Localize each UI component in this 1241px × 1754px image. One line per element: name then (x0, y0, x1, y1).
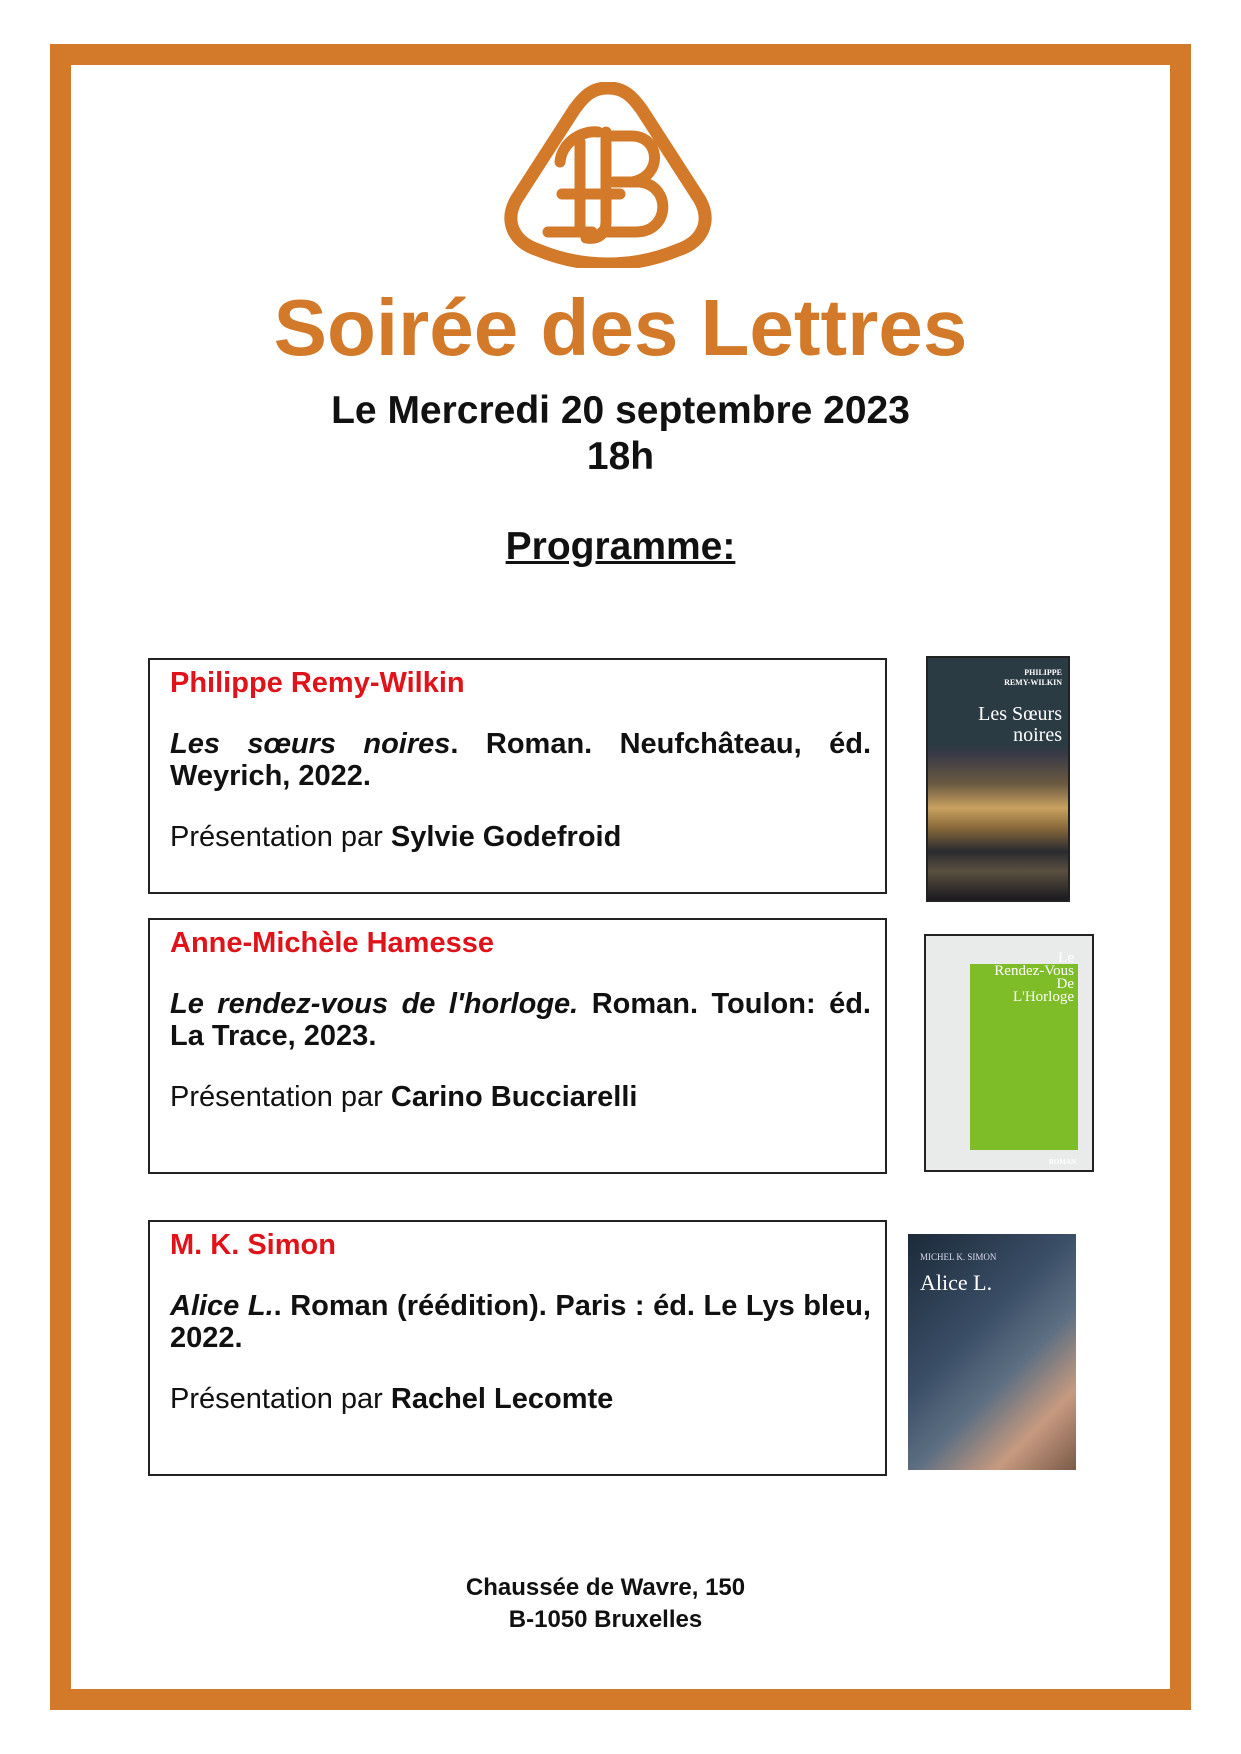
program-item (148, 918, 887, 1174)
cover-footer: ROMAN (1048, 1158, 1076, 1166)
cover-title-line4: L'Horloge (1012, 989, 1074, 1005)
presentation-line (170, 1382, 871, 1416)
book-cover-alice-l (908, 1234, 1076, 1470)
author-name: M. K. Simon (170, 1229, 336, 1261)
cover-author-first: PHILIPPE (1024, 668, 1062, 677)
book-info (170, 728, 871, 792)
cover-title-line2: noires (1013, 724, 1062, 746)
book-title: Le rendez-vous de l'horloge. (170, 988, 579, 1020)
address-street: Chaussée de Wavre, 150 (465, 1574, 746, 1601)
author-name: Philippe Remy-Wilkin (170, 667, 465, 699)
presentation-prefix: Présentation par (170, 821, 383, 853)
program-item (148, 1220, 887, 1476)
book-info (170, 1290, 871, 1354)
event-title: Soirée des Lettres (273, 283, 968, 372)
presentation-prefix: Présentation par (170, 1081, 383, 1113)
presentation-line (170, 820, 871, 854)
book-title: Les sœurs noires (170, 728, 451, 760)
presenter-name: Sylvie Godefroid (390, 821, 622, 853)
cover-title-line2: Rendez-Vous (994, 963, 1074, 979)
address-city: B-1050 Bruxelles (508, 1606, 703, 1633)
presenter-name: Rachel Lecomte (390, 1383, 614, 1415)
cover-title-line3: De (1056, 976, 1074, 992)
event-time: 18h (586, 435, 655, 478)
cover-author-last: REMY-WILKIN (1004, 678, 1062, 687)
programme-heading: Programme: (505, 525, 736, 568)
event-date: Le Mercredi 20 septembre 2023 (331, 389, 910, 432)
book-cover-soeurs-noires (926, 656, 1070, 902)
cover-title: Alice L. (920, 1270, 993, 1295)
seal-logo (502, 82, 714, 268)
cover-author: MICHEL K. SIMON (920, 1252, 997, 1262)
book-details: . Roman. Neufchâteau, éd. Weyrich, 2022. (170, 728, 871, 792)
book-details: . Roman (réédition). Paris : éd. Le Lys bleu, 2022. (170, 1290, 871, 1354)
book-title: Alice L. (170, 1290, 274, 1322)
program-item (148, 658, 887, 894)
cover-title-line1: Le (1058, 950, 1074, 966)
book-cover-rendez-vous-horloge (924, 934, 1094, 1172)
book-info (170, 988, 871, 1052)
presenter-name: Carino Bucciarelli (390, 1081, 638, 1113)
book-details: Roman. Toulon: éd. La Trace, 2023. (170, 988, 871, 1052)
author-name: Anne-Michèle Hamesse (170, 927, 494, 959)
presentation-line (170, 1080, 871, 1114)
cover-title-line1: Les Sœurs (978, 703, 1062, 725)
presentation-prefix: Présentation par (170, 1383, 383, 1415)
